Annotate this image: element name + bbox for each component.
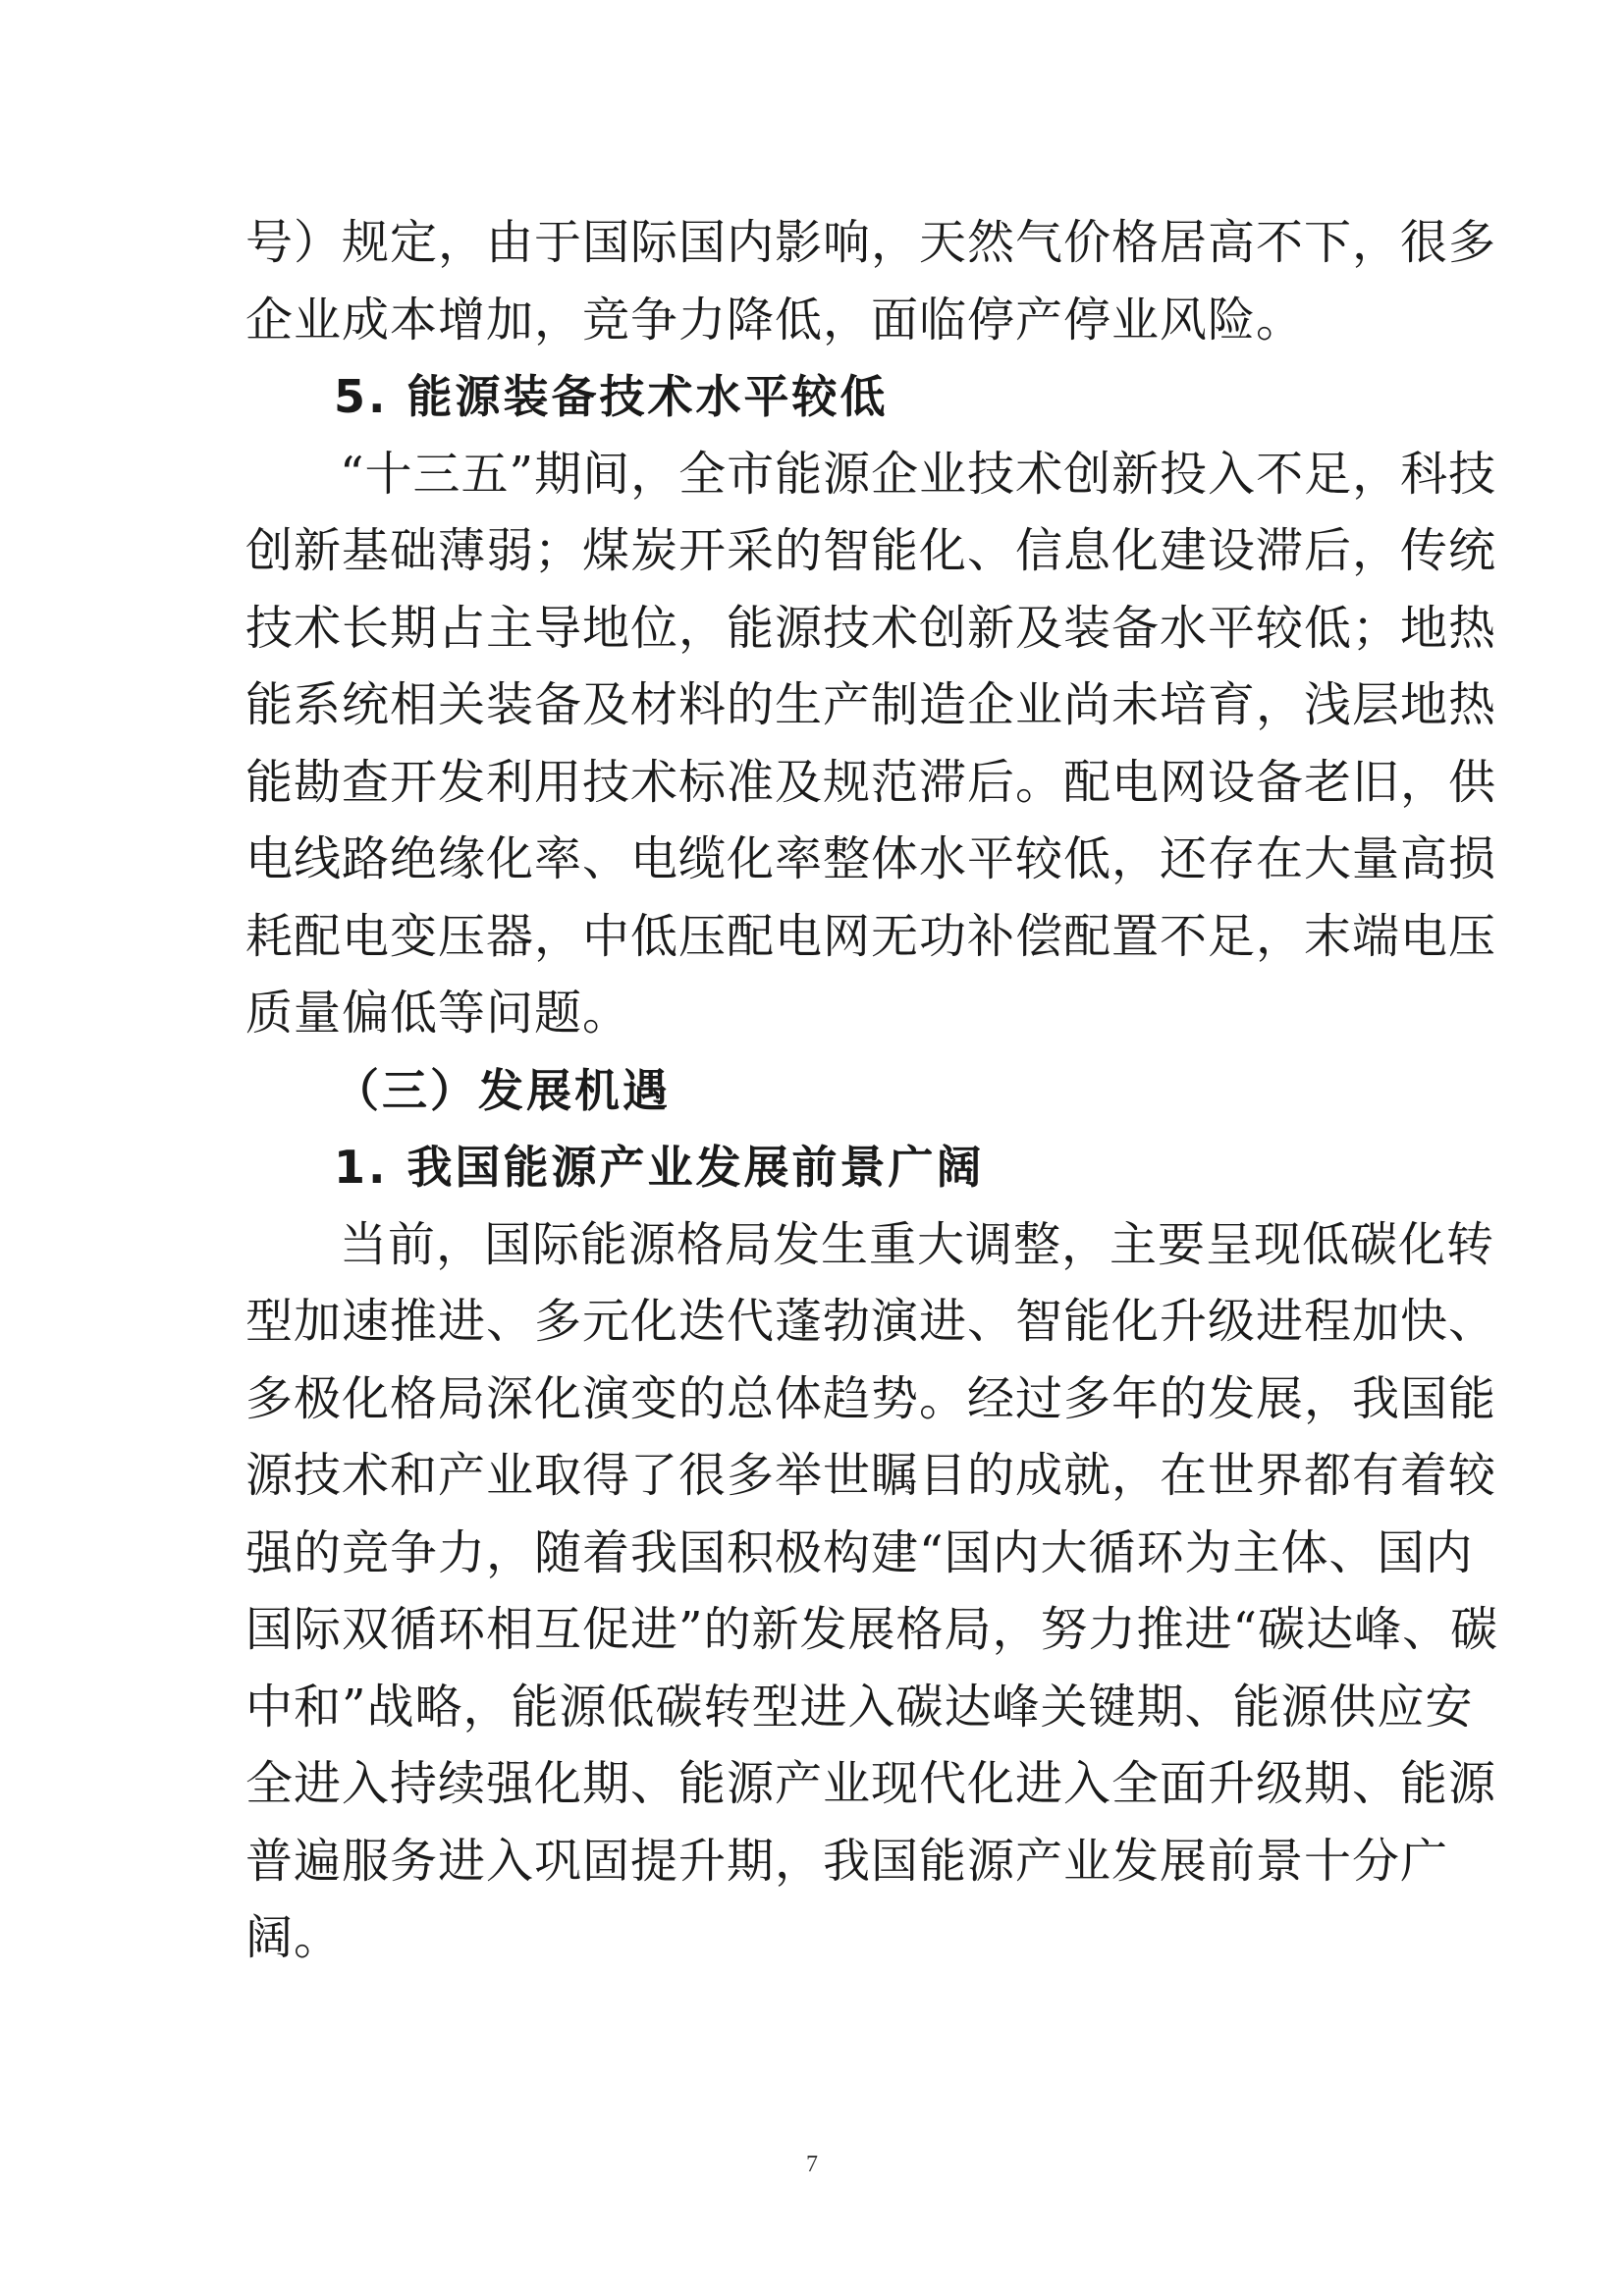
section-heading: 5. 能源装备技术水平较低 <box>334 370 889 423</box>
subsection-heading: 1. 我国能源产业发展前景广阔 <box>334 1141 985 1194</box>
paragraph-line: 创新基础薄弱；煤炭开采的智能化、信息化建设滞后，传统 <box>245 523 1497 578</box>
paragraph-line: 当前，国际能源格局发生重大调整，主要呈现低碳化转 <box>340 1216 1495 1272</box>
paragraph-line: 普遍服务进入巩固提升期，我国能源产业发展前景十分广 <box>245 1833 1449 1889</box>
paragraph-line: 全进入持续强化期、能源产业现代化进入全面升级期、能源 <box>245 1756 1497 1811</box>
paragraph-line: 多极化格局深化演变的总体趋势。经过多年的发展，我国能 <box>245 1370 1497 1426</box>
paragraph-line: 阔。 <box>245 1910 343 1965</box>
paragraph-line: 强的竞争力，随着我国积极构建“国内大循环为主体、国内 <box>245 1524 1474 1580</box>
paragraph-line: 质量偏低等问题。 <box>245 986 631 1041</box>
paragraph-line: 号）规定，由于国际国内影响，天然气价格居高不下，很多 <box>245 215 1497 270</box>
document-body <box>245 204 1499 1977</box>
paragraph-line: 型加速推进、多元化迭代蓬勃演进、智能化升级进程加快、 <box>245 1294 1497 1349</box>
paragraph-line: 能勘查开发利用技术标准及规范滞后。配电网设备老旧，供 <box>245 754 1497 810</box>
paragraph-line: 能系统相关装备及材料的生产制造企业尚未培育，浅层地热 <box>245 677 1497 732</box>
paragraph-line: 国际双循环相互促进”的新发展格局，努力推进“碳达峰、碳 <box>245 1602 1499 1657</box>
section-heading: （三）发展机遇 <box>334 1063 671 1117</box>
paragraph-line: 中和”战略，能源低碳转型进入碳达峰关键期、能源供应安 <box>245 1679 1474 1735</box>
paragraph-line: 电线路绝缘化率、电缆化率整体水平较低，还存在大量高损 <box>245 831 1497 886</box>
paragraph-line: 源技术和产业取得了很多举世瞩目的成就，在世界都有着较 <box>245 1448 1497 1503</box>
paragraph-line: 企业成本增加，竞争力降低，面临停产停业风险。 <box>245 292 1305 347</box>
paragraph-line: 技术长期占主导地位，能源技术创新及装备水平较低；地热 <box>245 600 1497 656</box>
paragraph-line: “十三五”期间，全市能源企业技术创新投入不足，科技 <box>340 446 1497 502</box>
paragraph-line: 耗配电变压器，中低压配电网无功补偿配置不足，末端电压 <box>245 908 1497 964</box>
page-number: 7 <box>806 2152 818 2177</box>
